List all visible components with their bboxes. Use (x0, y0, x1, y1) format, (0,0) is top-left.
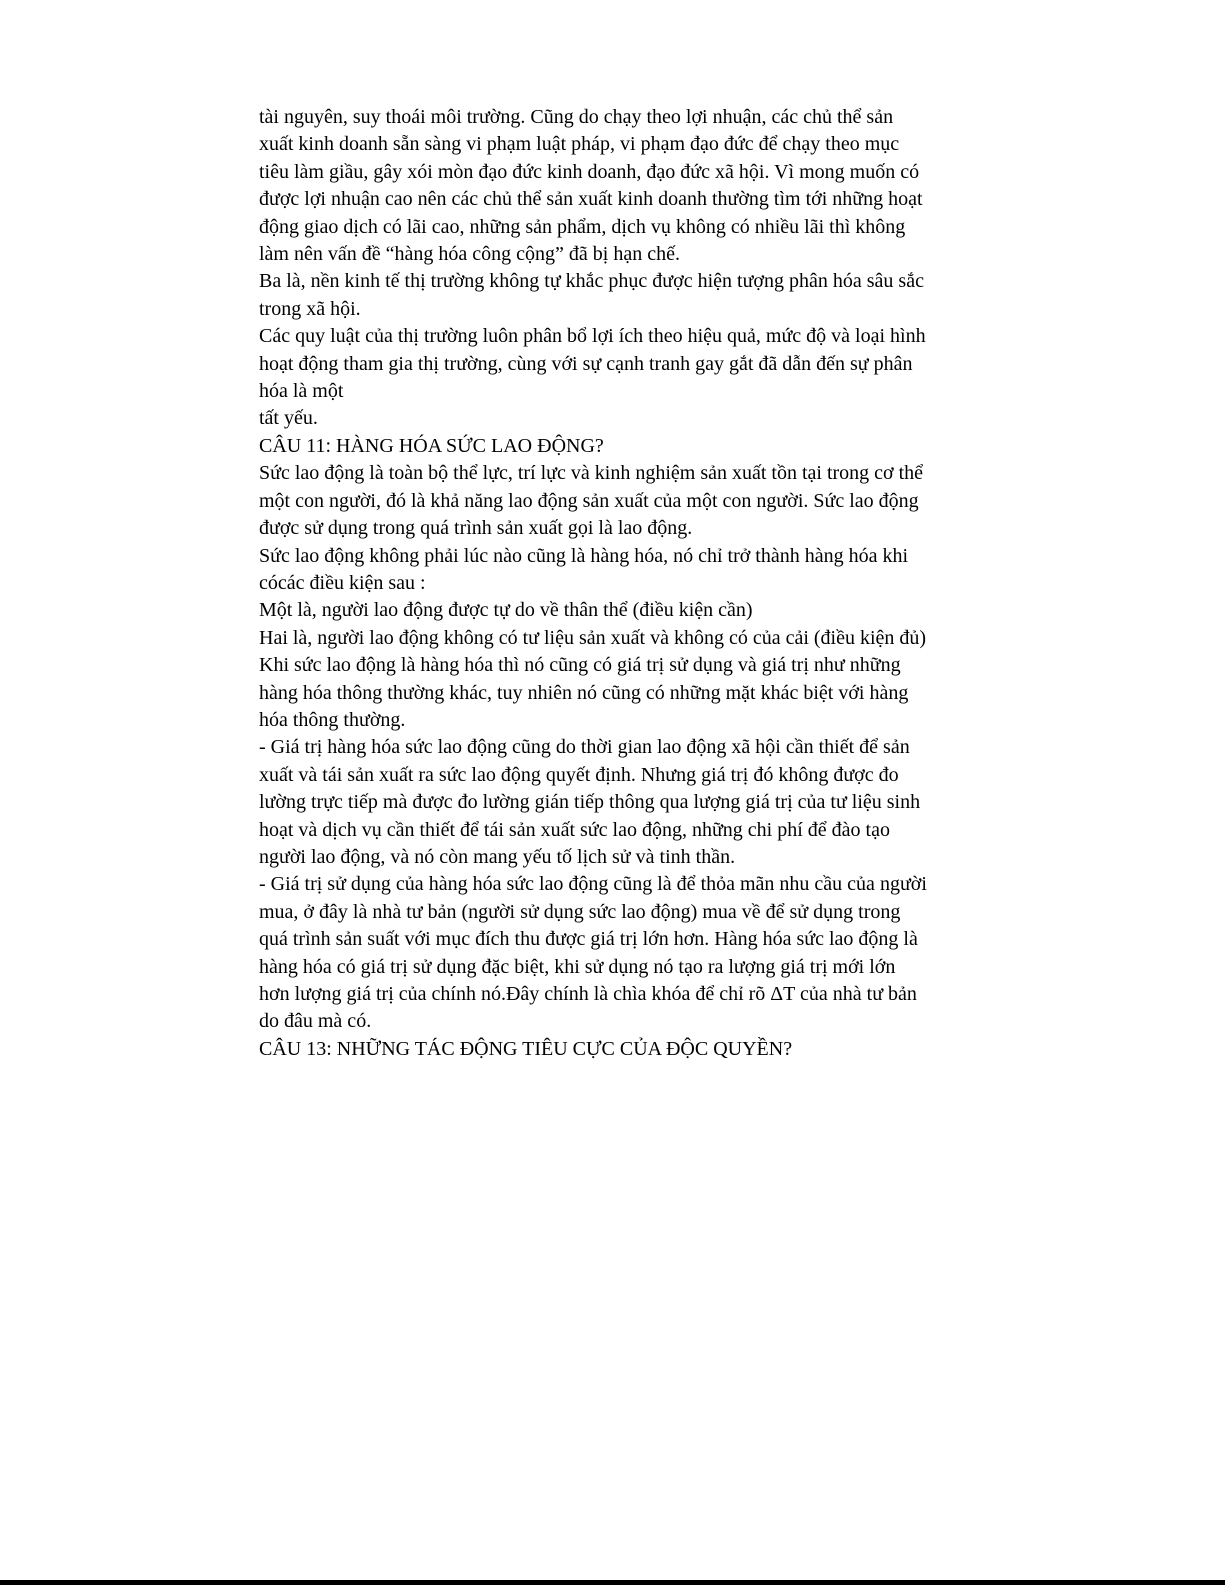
text-line: Khi sức lao động là hàng hóa thì nó cũng có giá trị sử dụng và giá trị như những (259, 654, 901, 677)
text-line: xuất và tái sản xuất ra sức lao động quyết định. Nhưng giá trị đó không được đo (259, 763, 899, 786)
text-line: do đâu mà có. (259, 1010, 372, 1033)
text-line: một con người, đó là khả năng lao động sản xuất của một con người. Sức lao động (259, 489, 919, 512)
text-line: xuất kinh doanh sẵn sàng vi phạm luật pháp, vi phạm đạo đức để chạy theo mục (259, 133, 900, 156)
page-bottom-border (0, 1580, 1225, 1585)
text-line: lường trực tiếp mà được đo lường gián tiếp thông qua lượng giá trị của tư liệu sinh (259, 791, 921, 814)
text-line: được lợi nhuận cao nên các chủ thể sản xuất kinh doanh thường tìm tới những hoạt (259, 188, 923, 211)
text-line: hàng hóa thông thường khác, tuy nhiên nó cũng có những mặt khác biệt với hàng (259, 681, 909, 704)
text-line: quá trình sản suất với mục đích thu được giá trị lớn hơn. Hàng hóa sức lao động là (259, 928, 918, 951)
text-line: Một là, người lao động được tự do về thân thể (điều kiện cần) (259, 599, 753, 622)
text-line: người lao động, và nó còn mang yếu tố lịch sử và tinh thần. (259, 845, 736, 868)
text-line: Các quy luật của thị trường luôn phân bổ lợi ích theo hiệu quả, mức độ và loại hình (259, 325, 926, 348)
document-body (259, 104, 979, 1063)
section-heading: CÂU 11: HÀNG HÓA SỨC LAO ĐỘNG? (259, 434, 604, 457)
text-line: tiêu làm giầu, gây xói mòn đạo đức kinh doanh, đạo đức xã hội. Vì mong muốn có (259, 160, 920, 183)
text-line: - Giá trị hàng hóa sức lao động cũng do thời gian lao động xã hội cần thiết để sản (259, 736, 910, 759)
text-line: tài nguyên, suy thoái môi trường. Cũng do chạy theo lợi nhuận, các chủ thể sản (259, 106, 894, 128)
text-line: - Giá trị sử dụng của hàng hóa sức lao động cũng là để thỏa mãn nhu cầu của người (259, 873, 927, 896)
section-heading: CÂU 13: NHỮNG TÁC ĐỘNG TIÊU CỰC CỦA ĐỘC QUYỀN? (259, 1037, 793, 1060)
text-line: hóa là một (259, 380, 344, 403)
text-line: hoạt động tham gia thị trường, cùng với sự cạnh tranh gay gắt đã dẫn đến sự phân (259, 352, 913, 375)
text-line: trong xã hội. (259, 297, 361, 320)
text-line: hóa thông thường. (259, 708, 406, 731)
text-line: hơn lượng giá trị của chính nó.Đây chính là chìa khóa để chỉ rõ ΔT của nhà tư bản (259, 983, 917, 1005)
text-line: Ba là, nền kinh tế thị trường không tự khắc phục được hiện tượng phân hóa sâu sắc (259, 270, 924, 293)
text-line: hàng hóa có giá trị sử dụng đặc biệt, khi sử dụng nó tạo ra lượng giá trị mới lớn (259, 955, 896, 978)
text-line: cócác điều kiện sau : (259, 571, 426, 594)
text-line: động giao dịch có lãi cao, những sản phẩm, dịch vụ không có nhiều lãi thì không (259, 215, 906, 238)
text-line: làm nên vấn đề “hàng hóa công cộng” đã bị hạn chế. (259, 243, 680, 266)
text-line: Sức lao động không phải lúc nào cũng là hàng hóa, nó chỉ trở thành hàng hóa khi (259, 544, 909, 567)
text-line: mua, ở đây là nhà tư bản (người sử dụng sức lao động) mua về để sử dụng trong (259, 900, 901, 923)
text-line: Sức lao động là toàn bộ thể lực, trí lực và kinh nghiệm sản xuất tồn tại trong cơ thể (259, 462, 924, 485)
text-line: Hai là, người lao động không có tư liệu sản xuất và không có của cải (điều kiện đủ) (259, 626, 927, 649)
text-line: hoạt và dịch vụ cần thiết để tái sản xuất sức lao động, những chi phí để đào tạo (259, 818, 890, 841)
text-line: tất yếu. (259, 407, 318, 430)
text-line: được sử dụng trong quá trình sản xuất gọi là lao động. (259, 517, 693, 540)
